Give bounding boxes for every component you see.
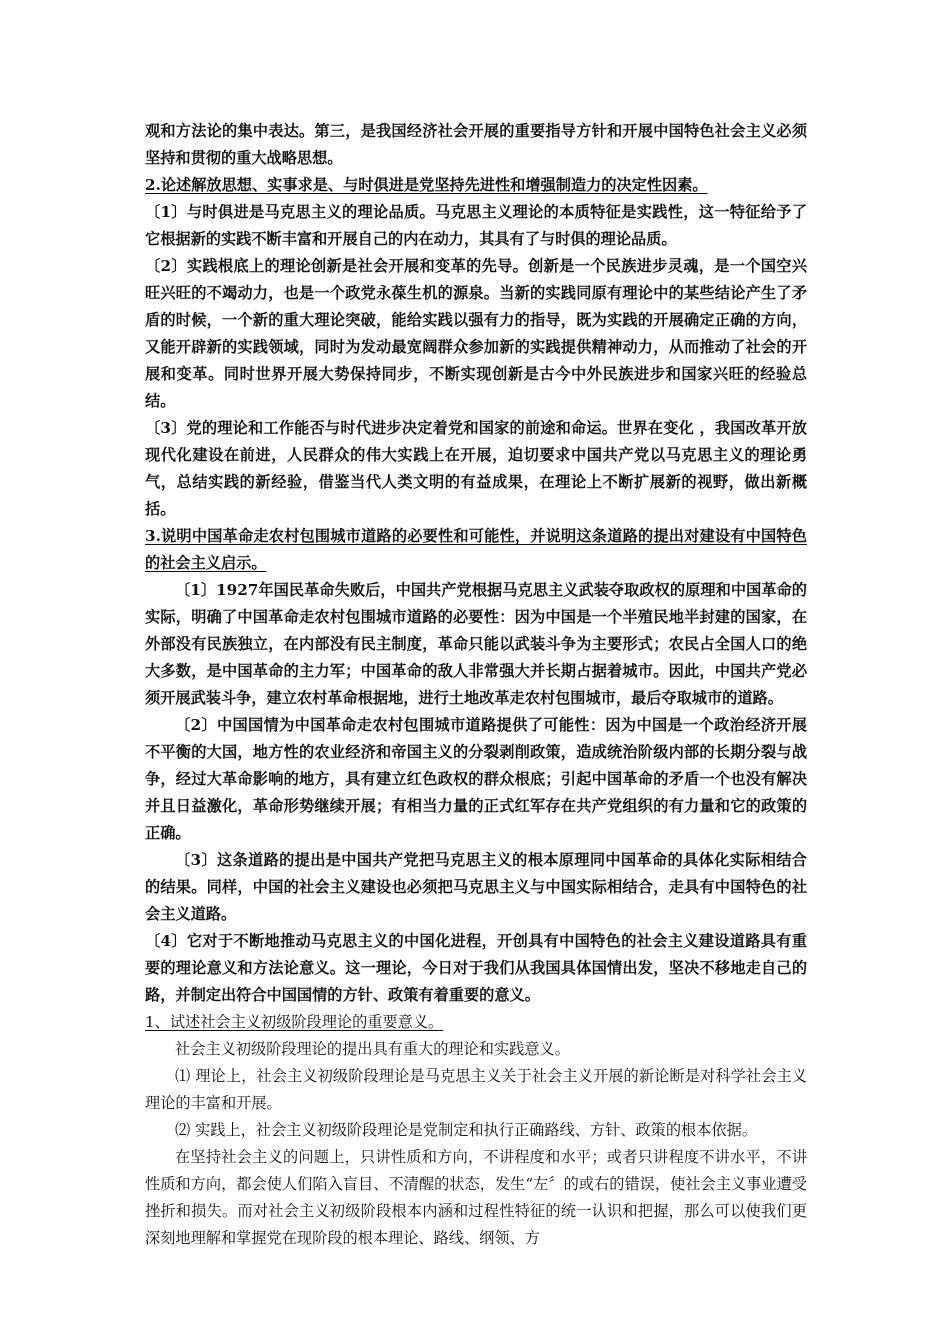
document-body: [145, 118, 807, 1252]
answer-point-2: 〔2〕实践根底上的理论创新是社会开展和变革的先导。创新是一个民族进步灵魂，是一个国空兴旺兴旺的不竭动力，也是一个政党永葆生机的源泉。当新的实践同原有理论中的某些结论产生了矛盾的时候，一个新的重大理论突破，能给实践以强有力的指导，既为实践的开展确定正确的方向，又能开辟新的实践领域，同时为发动最宽阔群众参加新的实践提供精神动力，从而推动了社会的开展和变革。同时世界开展大势保持同步，不断实现创新是古今中外民族进步和国家兴旺的经验总结。: [145, 257, 807, 410]
answer-point-1: 〔1〕1927年国民革命失败后，中国共产党根据马克思主义武装夺取政权的原理和中国革命的实际，明确了中国革命走农村包围城市道路的必要性：因为中国是一个半殖民地半封建的国家，在外部没有民族独立，在内部没有民主制度，革命只能以武装斗争为主要形式；农民占全国人口的绝大多数，是中国革命的主力军；中国革命的敌人非常强大并长期占据着城市。因此，中国共产党必须开展武装斗争，建立农村革命根据地，进行土地改革走农村包围城市，最后夺取城市的道路。: [145, 581, 807, 707]
answer-point-theory: ⑴ 理论上，社会主义初级阶段理论是马克思主义关于社会主义开展的新论断是对科学社会主义理论的丰富和开展。: [145, 1067, 807, 1112]
answer-elaboration: 在坚持社会主义的问题上，只讲性质和方向，不讲程度和水平；或者只讲程度不讲水平，不讲性质和方向，都会使人们陷入盲目、不清醒的状态，发生“左〞的或右的错误，使社会主义事业遭受挫折和损失。而对社会主义初级阶段根本内涵和过程性特征的统一认识和把握，那么可以使我们更深刻地理解和掌握党在现阶段的根本理论、路线、纲领、方: [145, 1148, 807, 1247]
question-heading-1: 1、试述社会主义初级阶段理论的重要意义。: [145, 1013, 444, 1031]
question-heading-2: 2.论述解放思想、实事求是、与时俱进是党坚持先进性和增强制造力的决定性因素。: [145, 176, 708, 194]
question-heading-3: 3.说明中国革命走农村包围城市道路的必要性和可能性，并说明这条道路的提出对建设有中国特色的社会主义启示。: [145, 527, 807, 572]
answer-point-4: 〔4〕它对于不断地推动马克思主义的中国化进程，开创具有中国特色的社会主义建设道路具有重要的理论意义和方法论意义。这一理论，今日对于我们从我国具体国情出发，坚决不移地走自己的路，并制定出符合中国国情的方针、政策有着重要的意义。: [145, 932, 807, 1004]
answer-point-2: 〔2〕中国国情为中国革命走农村包围城市道路提供了可能性：因为中国是一个政治经济开展不平衡的大国，地方性的农业经济和帝国主义的分裂剥削政策，造成统治阶级内部的长期分裂与战争，经过大革命影响的地方，具有建立红色政权的群众根底；引起中国革命的矛盾一个也没有解决并且日益激化，革命形势继续开展；有相当力量的正式红军存在共产党组织的有力量和它的政策的正确。: [145, 716, 807, 842]
answer-point-1: 〔1〕与时俱进是马克思主义的理论品质。马克思主义理论的本质特征是实践性，这一特征给予了它根据新的实践不断丰富和开展自己的内在动力，其具有了与时俱的理论品质。: [145, 203, 807, 248]
paragraph-conclusion: 观和方法论的集中表达。第三，是我国经济社会开展的重要指导方针和开展中国特色社会主义必须坚持和贯彻的重大战略思想。: [145, 122, 807, 167]
answer-intro: 社会主义初级阶段理论的提出具有重大的理论和实践意义。: [175, 1040, 570, 1058]
answer-point-3: 〔3〕党的理论和工作能否与时代进步决定着党和国家的前途和命运。世界在变化 ，我国改革开放现代化建设在前进，人民群众的伟大实践上在开展，迫切要求中国共产党以马克思主义的理论勇气，总结实践的新经验，借鉴当代人类文明的有益成果，在理论上不断扩展新的视野，做出新概括。: [145, 419, 807, 518]
answer-point-3: 〔3〕这条道路的提出是中国共产党把马克思主义的根本原理同中国革命的具体化实际相结合的结果。同样，中国的社会主义建设也必须把马克思主义与中国实际相结合，走具有中国特色的社会主义道路。: [145, 851, 807, 923]
answer-point-practice: ⑵ 实践上，社会主义初级阶段理论是党制定和执行正确路线、方针、政策的根本依据。: [175, 1121, 757, 1139]
